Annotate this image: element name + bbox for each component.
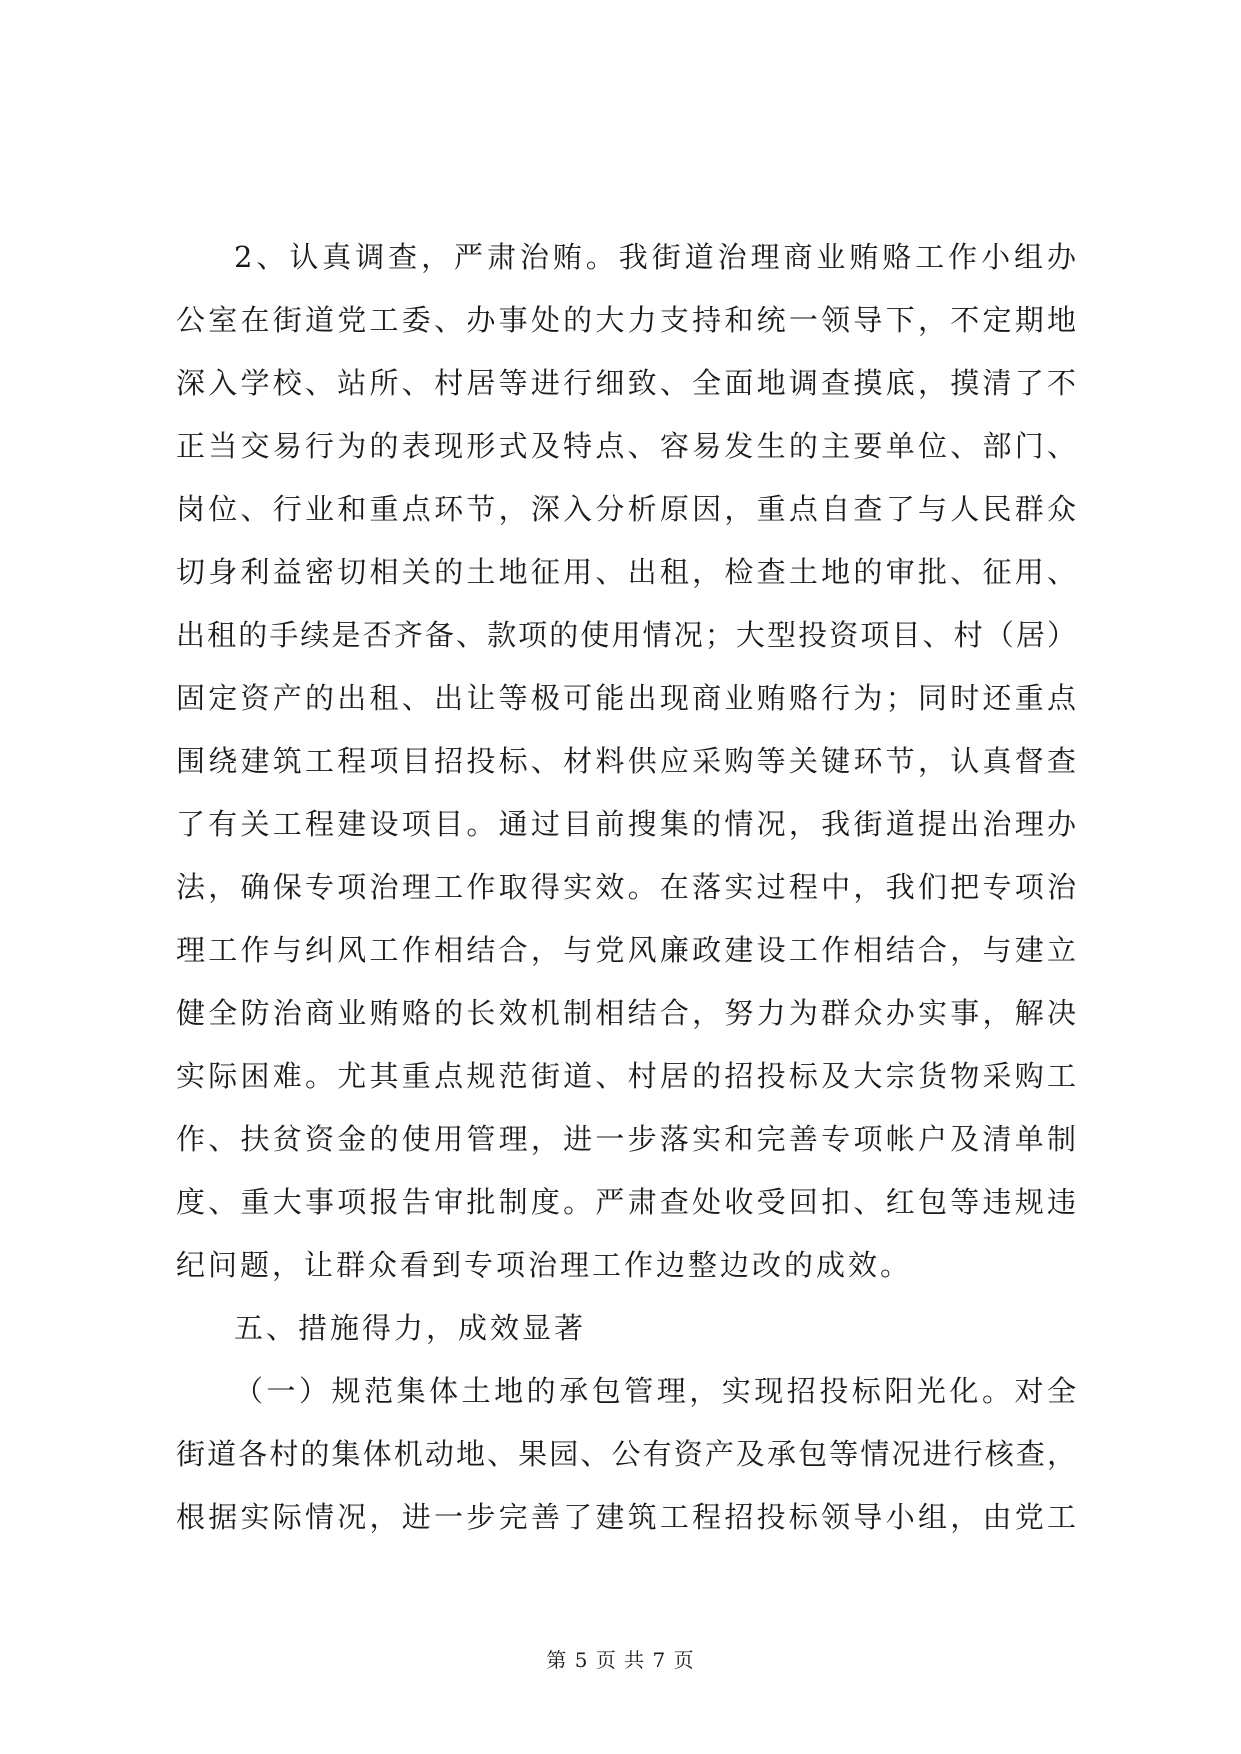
- text-line: （一）规范集体土地的承包管理，实现招投标阳光化。对全: [234, 1374, 1076, 1408]
- text-line: 深入学校、站所、村居等进行细致、全面地调查摸底，摸清了不: [176, 366, 1076, 400]
- text-line: 根据实际情况，进一步完善了建筑工程招投标领导小组，由党工: [176, 1500, 1076, 1534]
- text-line: 出租的手续是否齐备、款项的使用情况；大型投资项目、村（居）: [176, 618, 1076, 652]
- body-text: [176, 226, 1076, 1549]
- text-line: 法，确保专项治理工作取得实效。在落实过程中，我们把专项治: [176, 870, 1076, 904]
- text-line: 实际困难。尤其重点规范街道、村居的招投标及大宗货物采购工: [176, 1059, 1076, 1093]
- page-number: 第 5 页 共 7 页: [546, 1648, 695, 1672]
- text-line: 理工作与纠风工作相结合，与党风廉政建设工作相结合，与建立: [176, 933, 1076, 967]
- text-line: 街道各村的集体机动地、果园、公有资产及承包等情况进行核查，: [176, 1437, 1076, 1471]
- text-line: 作、扶贫资金的使用管理，进一步落实和完善专项帐户及清单制: [176, 1122, 1076, 1156]
- text-line: 围绕建筑工程项目招投标、材料供应采购等关键环节，认真督查: [176, 744, 1076, 778]
- text-line: 健全防治商业贿赂的长效机制相结合，努力为群众办实事，解决: [176, 996, 1076, 1030]
- text-line: 公室在街道党工委、办事处的大力支持和统一领导下，不定期地: [176, 303, 1076, 337]
- section-heading: 五、措施得力，成效显著: [234, 1311, 587, 1345]
- text-line: 固定资产的出租、出让等极可能出现商业贿赂行为；同时还重点: [176, 681, 1076, 715]
- text-line: 度、重大事项报告审批制度。严肃查处收受回扣、红包等违规违: [176, 1185, 1076, 1219]
- text-line: 正当交易行为的表现形式及特点、容易发生的主要单位、部门、: [176, 429, 1076, 463]
- text-line: 2、认真调查，严肃治贿。我街道治理商业贿赂工作小组办: [234, 240, 1076, 274]
- text-line: 岗位、行业和重点环节，深入分析原因，重点自查了与人民群众: [176, 492, 1076, 526]
- text-line: 切身利益密切相关的土地征用、出租，检查土地的审批、征用、: [176, 555, 1076, 589]
- text-line: 纪问题，让群众看到专项治理工作边整边改的成效。: [176, 1248, 913, 1282]
- text-line: 了有关工程建设项目。通过目前搜集的情况，我街道提出治理办: [176, 807, 1076, 841]
